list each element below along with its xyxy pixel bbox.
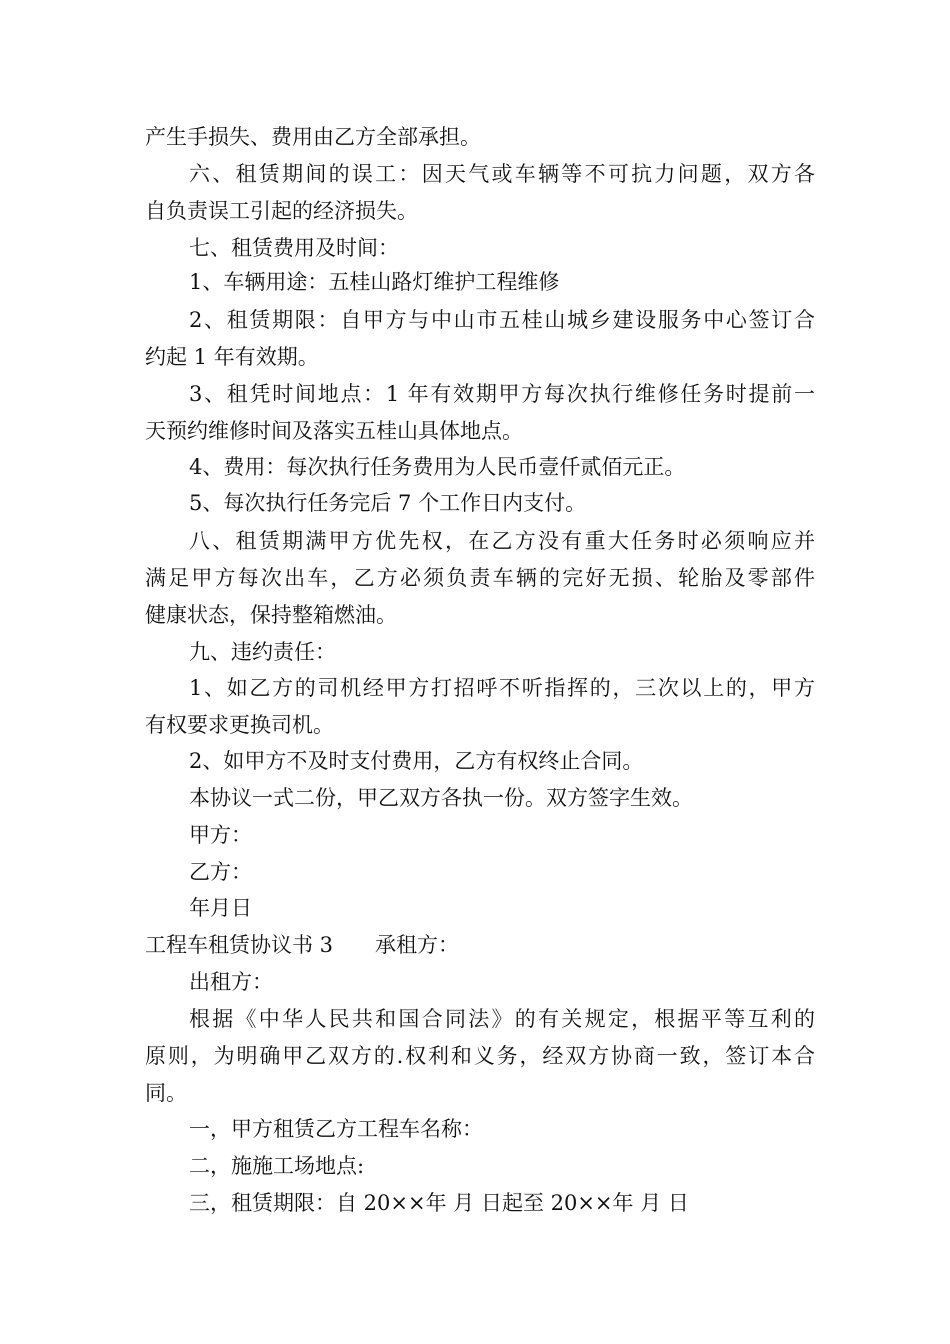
section-heading-8: 八、租赁期满甲方优先权，在乙方没有重大任务时必须响应并 (189, 529, 815, 553)
section-heading-7: 七、租赁费用及时间： (189, 236, 399, 260)
text-line: 产生手损失、费用由乙方全部承担。 (145, 125, 481, 149)
section-heading-9: 九、违约责任： (189, 640, 336, 664)
lessor-line: 出租方： (189, 970, 273, 994)
text-line: 根据《中华人民共和国合同法》的有关规定，根据平等互利的 (189, 1007, 815, 1031)
list-item: 1、车辆用途：五桂山路灯维护工程维修 (189, 270, 560, 294)
list-item: 2、租赁期限：自甲方与中山市五桂山城乡建设服务中心签订合 (189, 308, 815, 332)
list-item: 4、费用：每次执行任务费用为人民币壹仟贰佰元正。 (189, 455, 686, 479)
section-heading-6: 六、租赁期间的误工：因天气或车辆等不可抗力问题，双方各 (189, 162, 815, 186)
party-b-signature: 乙方： (189, 860, 252, 884)
date-line: 年月日 (189, 896, 252, 920)
text-line: 健康状态，保持整箱燃油。 (145, 603, 397, 627)
text-line: 原则，为明确甲乙双方的.权利和义务，经双方协商一致，签订本合 (145, 1044, 815, 1068)
text-line: 天预约维修时间及落实五桂山具体地点。 (145, 419, 523, 443)
section-heading-3: 三，租赁期限：自 20××年 月 日起至 20××年 月 日 (189, 1191, 689, 1215)
text-line: 满足甲方每次出车，乙方必须负责车辆的完好无损、轮胎及零部件 (145, 566, 815, 590)
text-line: 有权要求更换司机。 (145, 713, 334, 737)
party-a-signature: 甲方： (189, 823, 252, 847)
text-line: 本协议一式二份，甲乙双方各执一份。双方签字生效。 (189, 786, 693, 810)
list-item: 3、租凭时间地点：1 年有效期甲方每次执行维修任务时提前一 (189, 382, 815, 406)
text-line: 约起 1 年有效期。 (145, 345, 319, 369)
section-heading-2: 二，施施工场地点: (189, 1154, 365, 1178)
list-item: 1、如乙方的司机经甲方打招呼不听指挥的，三次以上的，甲方 (189, 676, 815, 700)
text-line: 自负责误工引起的经济损失。 (145, 199, 418, 223)
list-item: 5、每次执行任务完后 7 个工作日内支付。 (189, 491, 587, 515)
text-line: 同。 (145, 1081, 187, 1105)
document-title: 工程车租赁协议书 3 承租方： (145, 933, 460, 957)
list-item: 2、如甲方不及时支付费用，乙方有权终止合同。 (189, 749, 644, 773)
section-heading-1: 一，甲方租赁乙方工程车名称： (189, 1117, 483, 1141)
